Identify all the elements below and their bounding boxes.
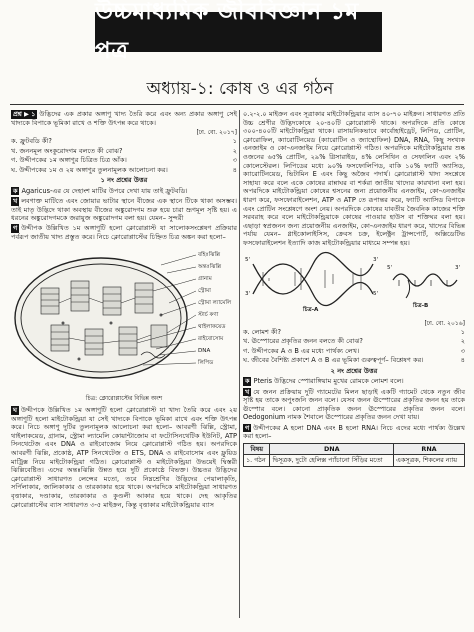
- dna-rna-diagram: [243, 250, 465, 318]
- label-starch: স্টার্চ কণা: [198, 312, 219, 319]
- label-stroma: স্ট্রোমা: [198, 288, 211, 295]
- answer-tag: খ: [13, 196, 18, 205]
- item-text: খ. জননমূল অংকুরোদগম বলতে কী বোঝ?: [11, 146, 123, 155]
- answer-d: [11, 406, 237, 509]
- table-header-row: [244, 443, 465, 455]
- answer-tag: ক: [13, 186, 18, 195]
- label-granum: গ্রানাম: [198, 276, 212, 283]
- item-text: ক. ফ্রুটবডি কী?: [11, 137, 52, 146]
- dna-end-label: 3': [245, 290, 251, 297]
- dna-end-label: 5': [245, 256, 251, 263]
- label-thylakoid: থাইলাকয়েড: [198, 324, 226, 331]
- question-2-item: [243, 347, 465, 356]
- dna-rna-table: [243, 443, 465, 467]
- answer-2c: [243, 424, 465, 441]
- rna-end-label: 5': [387, 264, 393, 271]
- answer-tag: গ: [13, 224, 18, 233]
- answer-2-heading: ২ নং প্রশ্নের উত্তর: [330, 366, 378, 375]
- answer-text: উদ্দীপকে উল্লিখিত ১ম অঙ্গাণুটি হলো ক্লোরোপ্লাস্ট যা খাদ্য তৈরি করে এবং ২য় অঙ্গাণুটি হলো মাইটোকন্ড্রিয়া যা সেই খাদ্যকে বিপাকে ভূমিকা রাখে এবং শক্তি উৎপন্ন করে। নিচে অঙ্গাণু দুটির তুলনামূলক আলোচনা করা হলো– আবরণী ঝিল্লি, স্ট্রোমা, থাইলাকয়েড, গ্রানাম, স্ট্রোমা ল্যামেলি কোয়ান্টাজোম বা ফটোসিনথেটিক ইউনিট, ATP সিনথেটেজ এবং DNA ও রাইবোজোম নিয়ে ক্লোরোপ্লাস্ট গঠিত হয়। অপরদিকে আবরণী ঝিল্লি, প্রকোষ্ঠ, ATP সিনথেটেজ ও ETS, DNA ও রাইবোসোম এবং ফ্লুয়িড মাট্রিক্স নিয়ে মাইটোকন্ড্রিয়া গঠিত। ক্লোরোপ্লাস্ট ও মাইটোকন্ড্রিয়া উভয়েই দ্বিস্তরী ঝিল্লিবেষ্টিত। এদের অন্তঃঝিল্লি উন্নত হয়ে দুটি প্রকোষ্ঠে বিভক্ত। উচ্চতর উদ্ভিদের ক্লোরোপ্লাস্ট সাধারণত লেন্সের মতো, তবে নিম্নশ্রেণির উদ্ভিদের পেয়ালাকৃতি, সর্পিলাকার, জালিকাকার ও তারকাকার হয়ে থাকে। অপরদিকে মাইটোকন্ড্রিয়া সাধারণত বৃত্তাকার, দণ্ডাকার, তারকাকার ও কুণ্ডলী আকার হয়ে থাকে। দেহ আকৃতির ক্লোরোপ্লাস্টের ব্যাস সাধারণত ৩-৫ মাইক্রন, কিন্তু বৃত্তাকার মাইটোকন্ড্রিয়ার ব্যাস: [11, 406, 237, 509]
- dna-end-label: 5': [373, 290, 379, 297]
- item-text: ঘ. জীবের বৈশিষ্ট্য প্রকাশে A ও B এর ভূমিকা গুরুত্বপূর্ণ– বিশ্লেষণ কর।: [243, 356, 424, 365]
- question-2-item: [243, 356, 465, 365]
- item-marks: ৩: [460, 346, 465, 355]
- item-marks: ৪: [460, 356, 465, 365]
- item-marks: ৪: [232, 165, 237, 174]
- item-text: খ. ঊস্পোরের প্রকৃতির জনন বলতে কী বোঝ?: [243, 337, 363, 346]
- table-cell: দ্বিসূত্রক, দুটো হেলিক্স প্যাঁচানো সিঁড়ির মতো: [270, 455, 394, 467]
- question-1-item: [11, 156, 237, 165]
- label-lipid: লিপিড: [198, 360, 214, 367]
- item-marks: ৩: [232, 156, 237, 165]
- figure-a-label: চিত্র-A: [303, 306, 319, 313]
- left-column: [11, 110, 237, 511]
- item-marks: ২: [232, 146, 237, 155]
- label-dna: DNA: [198, 348, 211, 355]
- label-outer-membrane: বহিঃঝিল্লি: [198, 252, 221, 259]
- label-stroma-lamellae: স্ট্রোমা ল্যামেলি: [198, 300, 232, 307]
- question-2-item: [243, 328, 465, 337]
- label-ribosome: রাইবোসোম: [198, 336, 224, 343]
- book-title-banner: উচ্চমাধ্যমিক জীববিজ্ঞান ১ম পত্র: [95, 12, 382, 52]
- column-divider: [239, 110, 240, 618]
- item-text: ঘ. উদ্দীপকের ১ম ও ২য় অঙ্গাণুর তুলনামূলক আলোচনা কর।: [11, 165, 168, 174]
- header-rule: [10, 104, 464, 105]
- chloroplast-caption: চিত্র: ক্লোরোপ্লাস্টের বিভিন্ন অংশ: [85, 395, 163, 403]
- item-marks: ১: [460, 328, 465, 337]
- answer-text: Pteris উদ্ভিদের স্পোরাঙ্গিয়াম মুখের রোমকে লোমশ বলে।: [253, 377, 404, 386]
- answer-tag: গ: [245, 423, 250, 432]
- item-text: গ. উদ্দীপকের ১ম অঙ্গাণুর চিত্রিত চিত্র আঁক।: [11, 156, 127, 165]
- chloroplast-figure: [11, 243, 237, 393]
- dna-end-label: 3': [373, 256, 379, 263]
- answer-a: [11, 187, 237, 196]
- table-cell: ১. গঠন: [244, 455, 270, 467]
- question-1-stem: [11, 110, 237, 127]
- rna-end-label: 3': [455, 264, 461, 271]
- right-column: [243, 110, 465, 467]
- question-2-item: [243, 337, 465, 346]
- answer-tag: ক: [245, 377, 250, 386]
- question-1-text: উদ্ভিদের এক প্রকার অঙ্গাণু খাদ্য তৈরি করে এবং অন্য প্রকার অঙ্গাণু সেই খাদ্যকে বিপাকে ভূমিকা রাখে ও শক্তি উৎপন্ন করে থাকে।: [11, 110, 237, 127]
- figure-b-label: চিত্র-B: [413, 302, 429, 309]
- answer-2b: [243, 388, 465, 422]
- answer-text: লবণাক্ত মাটিতে এবং জোয়ার ভাটার স্থানে বীজের এক স্থানে টিকে থাকা অসম্ভব। তাই মাতৃ উদ্ভিদে থাকা অবস্থায় বীজের অঙ্কুরোদগম শুরু হয়ে চারা ভ্রূণমূল সৃষ্টি হয়। এ ধরনের অঙ্কুরোদগমকে জরায়ুজ অঙ্কুরোদগম বলা হয়। যেমন– সুন্দরী: [11, 196, 237, 223]
- label-inner-membrane: অন্তঃঝিল্লি: [198, 264, 222, 271]
- answer-d-continued: ০.২-২.০ মাইক্রন এবং সূত্রাকার মাইটোকন্ড্রিয়ার ব্যাস ৪০-৭০ মাইক্রন। সাধারণত প্রতি উচ্চ শ্রেণীর উদ্ভিদকোষে ২০-৪০টি ক্লোরোপ্লাস্ট থাকে। অপরদিকে প্রতি কোষে ৩০০-৪০০টি মাইটোকন্ড্রিয়া থাকে। রাসায়নিকভাবে কার্বোহাইড্রেট, লিপিড, প্রোটিন, ক্লোরোফিল, ক্যারোটিনয়েড (ক্যারোটিন ও জ্যান্থোফিল) DNA, RNA, কিছু সংখ্যক এনজাইম ও কো-এনজাইম নিয়ে ক্লোরোপ্লাস্ট গঠিত। অপরদিকে মাইটোকন্ড্রিয়ার শুষ্ক ওজনের ৬৫% প্রোটিন, ২৯% গ্লিসারাইড, ৪% লেসিথিন ও সেফালিন এবং ২% কোলেস্টেরল। লিপিডের মধ্যে ৯০% ফসফোলিপিড, বাকি ১০% ফ্যাটি অ্যাসিড, ক্যারোটিনয়েড, ভিটামিন E এবং কিছু অজৈব পদার্থ। ক্লোরোপ্লাস্ট খাদ্য সংশ্লেষে সাহায্য করে বলে একে কোষের রান্নাঘর বা শর্করা জাতীয় খাদ্যের কারখানা বলা হয়। অপরদিকে মাইটোকন্ড্রিয়া কোষের শ্বসনের জন্য প্রয়োজনীয় এনজাইম, কো-এনজাইম ধারণ করে, ফসফোরাইলেশন, ATP ও ATP তে রূপান্তর করে, ফ্যাটি অ্যাসিড বিপাকে এবং প্রোটিন সংশ্লেষণে অংশ নেয়। অপরদিকে কোষের যাবতীয় জৈবনিক কাজের শক্তি সরবরাহ করে বলে মাইটোকন্ড্রিয়াকে কোষের পাওয়ার হাউস বা শক্তিঘর বলা হয়। এছাড়া স্বপ্রজনন জন্য প্রয়োজনীয় এনজাইম, কো-এনজাইম ধারণ করে, খাদ্যের বিভিন্ন পর্যায় যেমন– গ্লাইকোলাইসিস, ক্রেবস চক্র, ইলেক্ট্রন ট্রান্সপোর্ট, অক্সিডেটিভ ফসফোরাইলেশন ইত্যাদি কাজ মাইটোকন্ড্রিয়ার মাধ্যমে সম্পন্ন হয়।: [243, 110, 465, 247]
- table-header: DNA: [270, 443, 394, 455]
- item-text: ক. লোমশ কী?: [243, 328, 281, 337]
- table-cell: একসূত্রক, শিকলের ন্যায়: [394, 455, 465, 467]
- question-1-tag: প্রশ্ন ▶ ১: [13, 110, 36, 118]
- answer-text: Agaricus-এর যে দেহাংশ মাটির উপরে দেখা যায় তাই ফ্রুটবডি।: [21, 186, 188, 195]
- answer-text: উদ্দীপক উল্লিখিত ১ম অঙ্গাণুটি হলো ক্লোরোপ্লাস্ট যা সালোকসংশ্লেষণ প্রক্রিয়ার পর্বরূপ জাতীয় খাদ্য প্রস্তুত করে। নিচে ক্লোরোপ্লাস্টের চিহ্নিত চিত্র অঙ্কন করা হলো–: [11, 224, 237, 241]
- answer-text: যে জনন প্রক্রিয়ায় দুটি গ্যামেটের মিলন ছাড়াই একটি গ্যামেট থেকে নতুন জীব সৃষ্টি হয় তাকে অপুংজনি জনন বলে। যেসব জনন ঊস্পোরের প্রকৃতির জনন হয় তাকে ঊস্পোর বলে। কোনো প্রাকৃতিক জনন ঊস্পোরের প্রকৃতির জনন বলে। Oedogonium নামক শৈবালে ঊস্পোরের প্রকৃতির জনন দেখা যায়।: [243, 387, 465, 422]
- answer-tag: খ: [245, 387, 250, 396]
- question-1-item: [11, 147, 237, 156]
- dna-rna-figure: [243, 250, 465, 318]
- item-marks: ১: [232, 137, 237, 146]
- item-marks: ২: [460, 337, 465, 346]
- table-header: RNA: [394, 443, 465, 455]
- question-1-source: [ঢা. বো. ২০১৭]: [196, 128, 237, 136]
- table-row: [244, 455, 465, 467]
- answer-b: [11, 197, 237, 223]
- question-1-item: [11, 166, 237, 175]
- table-header: বিষয়: [244, 443, 270, 455]
- question-1-item: [11, 137, 237, 146]
- item-text: গ. উদ্দীপকের A ও B এর মধ্যে পার্থক্য লেখ।: [243, 346, 360, 355]
- answer-1-heading: ১ নং প্রশ্নের উত্তর: [100, 176, 148, 185]
- chapter-title: অধ্যায়-১: কোষ ও এর গঠন: [146, 79, 334, 99]
- question-2-source: [ঢা. বো. ২০১৬]: [424, 319, 465, 327]
- answer-text: উদ্দীপকের A হলো DNA এবং B হলো RNA। নিচে এদের মধ্যে পার্থক্য উল্লেখ করা হলো–: [243, 423, 465, 441]
- answer-c: [11, 224, 237, 241]
- answer-2a: [243, 377, 465, 386]
- answer-tag: ঘ: [13, 406, 17, 415]
